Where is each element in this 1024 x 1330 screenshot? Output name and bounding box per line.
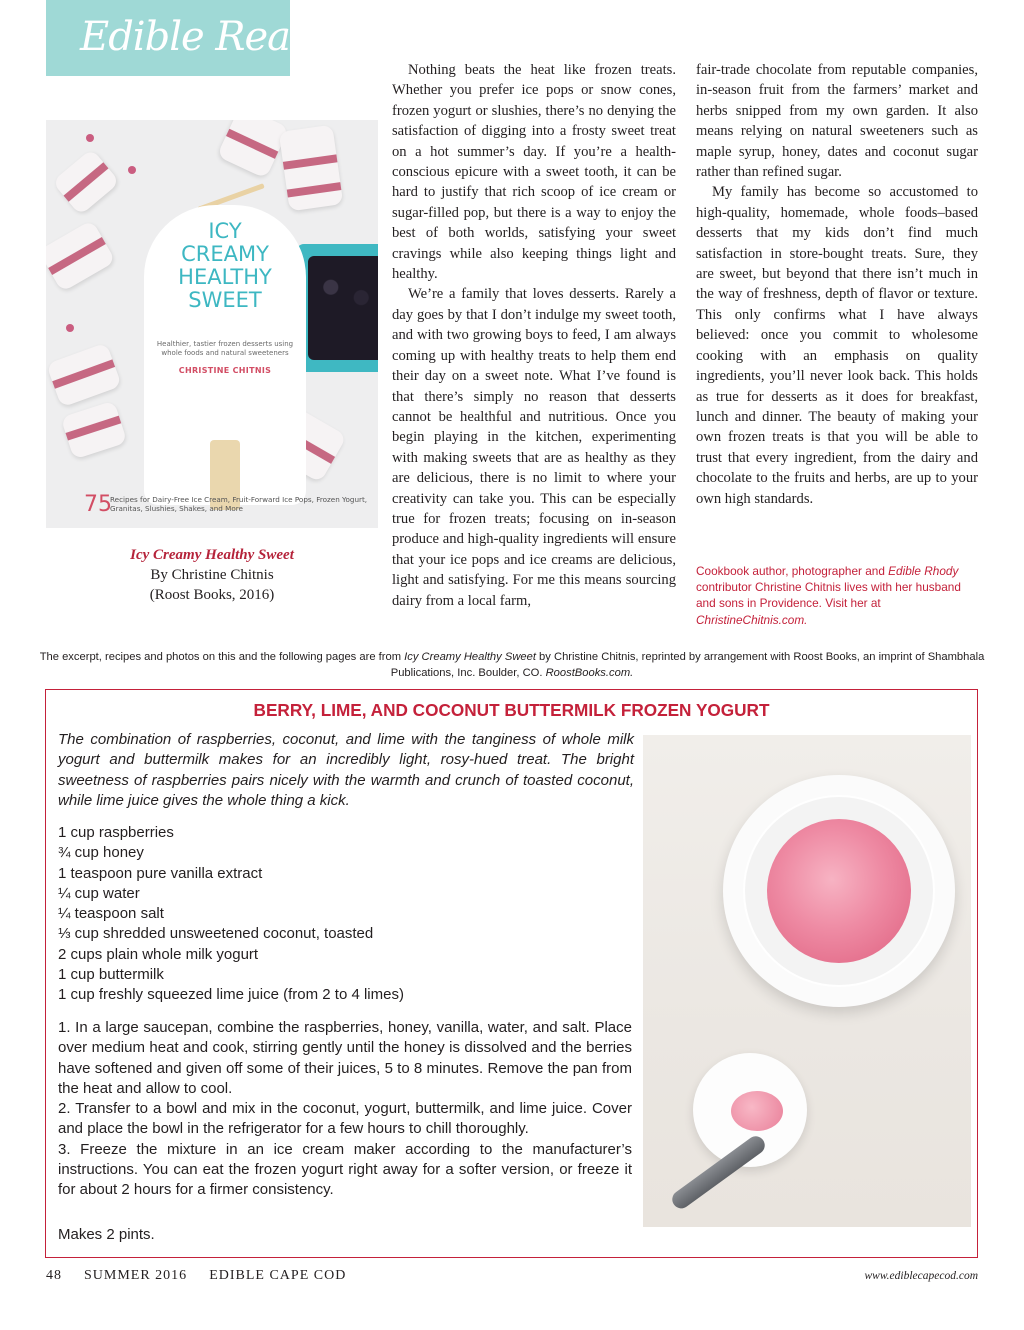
magazine-name: EDIBLE CAPE COD	[209, 1268, 347, 1283]
article-paragraph: fair-trade chocolate from reputable companies, in-season fruit from the farmers’ market and herbs snipped from my own garden. It also means relying on natural sweeteners such as maple syrup, honey, dates and coconut sugar rather than refined sugar.	[696, 62, 978, 181]
recipe-intro: The combination of raspberries, coconut, and lime with the tanginess of whole milk yogurt and buttermilk makes for an incredibly light, rosy-hued treat. The bright sweetness of raspberries pairs nicely with the warmth and crunch of toasted coconut, while lime juice gives the whole thing a kick.	[58, 731, 634, 809]
article-column-1	[392, 60, 676, 611]
cover-title	[152, 220, 298, 312]
bio-text: Cookbook author, photographer and	[696, 564, 889, 578]
popsicle-illustration	[279, 125, 344, 212]
ingredient-item: 1 cup freshly squeezed lime juice (from 2 to 4 limes)	[58, 986, 404, 1004]
caption-byline: By Christine Chitnis	[150, 567, 274, 583]
credit-text: by Christine Chitnis, reprinted by arrangement with Roost Books, an imprint of Shambhala Publications, Inc. Boulder, CO.	[390, 651, 985, 679]
credit-website-link[interactable]: RoostBooks.com.	[545, 667, 634, 679]
cover-title-line: HEALTHY	[178, 265, 272, 289]
recipe-yield: Makes 2 pints.	[58, 1226, 155, 1243]
cover-title-line: SWEET	[188, 288, 262, 312]
excerpt-credit	[30, 649, 994, 681]
recipe-steps	[58, 1018, 632, 1201]
scoop-of-frozen-yogurt	[731, 1091, 783, 1131]
berry-crumb	[128, 166, 136, 174]
footer-left	[46, 1268, 368, 1284]
credit-text: The excerpt, recipes and photos on this and the following pages are from	[39, 651, 405, 663]
popsicle-illustration	[46, 220, 116, 293]
ingredient-item: ¼ cup water	[58, 884, 140, 902]
bio-text: .	[804, 612, 808, 627]
frozen-yogurt	[767, 819, 911, 963]
recipe-step: 3. Freeze the mixture in an ice cream maker according to the manufacturer’s instructions. You can eat the frozen yogurt right away for a softer version, or freeze it for about 2 hours for a firmer consistency.	[58, 1140, 632, 1199]
cover-description: Healthier, tastier frozen desserts using whole foods and natural sweeteners	[156, 340, 294, 357]
popsicle-illustration	[52, 148, 120, 215]
ingredient-list	[58, 823, 634, 1006]
article-column-2	[696, 60, 978, 509]
issue-label: SUMMER 2016	[84, 1268, 188, 1283]
recipe-box	[45, 689, 978, 1258]
popsicle-illustration	[46, 342, 122, 407]
caption-publisher: (Roost Books, 2016)	[149, 587, 275, 603]
popsicle-illustration	[61, 400, 128, 459]
caption-title: Icy Creamy Healthy Sweet	[130, 547, 294, 563]
book-cover-image	[46, 120, 378, 528]
article-paragraph: My family has become so accustomed to high-quality, homemade, whole foods–based desserts that my kids don’t find much satisfaction in store-bought treats. Sure, they are sweet, but beyond that there isn’t much in the way of freshness, depth of flavor or texture. This only confirms what I have always believed: once you commit to wholesome cooking with an emphasis on quality ingredients, you’ll never look back. This holds as true for desserts as it does for breakfast, lunch and dinner. The beauty of making your own frozen treats is that you will be able to trust that every ingredient, from the dairy and chocolate to the fruits and herbs, are up to your own high standards.	[696, 184, 978, 507]
article-paragraph: We’re a family that loves desserts. Rarely a day goes by that I don’t indulge my sweet tooth, and with two growing boys to feed, I am always coming up with healthy treats to help them end their day on a sweet note. What I’ve found is that there’s simply no reason that desserts cannot be healthful and nutritious. Once you begin playing in the kitchen, experimenting with making sweets that are as healthy as they are delicious, there is no limit to where your creativity can take you. This can be especially true for frozen treats; focusing on in-season produce and high-quality ingredients will ensure that your ice pops and ice creams are delicious, light and satisfying. For me this means sourcing dairy from a local farm,	[392, 286, 676, 609]
section-title: Edible Reads	[80, 14, 335, 60]
author-bio	[696, 563, 978, 628]
recipe-step: 2. Transfer to a bowl and mix in the coconut, yogurt, buttermilk, and lime juice. Cover and place the bowl in the refrigerator for a few hours to chill thoroughly.	[58, 1100, 632, 1138]
ingredient-item: 1 teaspoon pure vanilla extract	[58, 864, 263, 882]
bowl	[723, 775, 955, 1007]
cover-author: CHRISTINE CHITNIS	[178, 366, 272, 375]
book-caption	[46, 545, 378, 605]
ingredient-item: 2 cups plain whole milk yogurt	[58, 945, 259, 963]
bio-text: contributor Christine Chitnis lives with her husband and sons in Providence. Visit her at	[696, 580, 961, 611]
footer-website[interactable]: www.ediblecapecod.com	[864, 1270, 978, 1282]
bio-publication: Edible Rhody	[888, 564, 959, 578]
ingredient-item: 1 cup raspberries	[58, 824, 174, 841]
cover-recipe-count: 75	[84, 492, 112, 517]
ingredient-item: ¼ teaspoon salt	[58, 905, 164, 923]
berry-crumb	[86, 134, 94, 142]
frozen-yogurt-photo	[643, 735, 971, 1227]
ingredient-item: 1 cup buttermilk	[58, 966, 164, 984]
cover-title-line: CREAMY	[181, 242, 269, 266]
bio-website-link[interactable]: ChristineChitnis.com	[696, 612, 805, 627]
cover-subtitle: Recipes for Dairy-Free Ice Cream, Fruit-Forward Ice Pops, Frozen Yogurt, Granitas, Slushies, Shakes, and More	[110, 495, 368, 513]
article-paragraph: Nothing beats the heat like frozen treats. Whether you prefer ice pops or snow cones, frozen yogurt or slushies, there’s no denying the satisfaction of digging into a frosty sweet treat on a hot summer’s day. If you’re a health-conscious epicure with a sweet tooth, it can be hard to justify that rich scoop of ice cream or sugar-filled pop, but there is a way to enjoy the best of both worlds, satisfying your sweet cravings while also keeping things light and healthy.	[392, 62, 676, 283]
blackberries	[308, 256, 378, 360]
cover-title-line: ICY	[208, 219, 242, 243]
recipe-step: 1. In a large saucepan, combine the raspberries, honey, vanilla, water, and salt. Place over medium heat and cook, stirring gently until the honey is dissolved and the berries have softened and given off some of their juices, 5 to 8 minutes. Remove the pan from the heat and allow to cool.	[58, 1019, 632, 1097]
credit-book-title: Icy Creamy Healthy Sweet	[404, 651, 536, 663]
ingredient-item: ⅓ cup shredded unsweetened coconut, toasted	[58, 925, 374, 943]
berry-crumb	[66, 324, 74, 332]
ingredient-item: ¾ cup honey	[58, 844, 144, 862]
page-number: 48	[46, 1268, 62, 1283]
recipe-title: BERRY, LIME, AND COCONUT BUTTERMILK FROZEN YOGURT	[253, 700, 770, 720]
popsicle-illustration	[217, 120, 290, 179]
